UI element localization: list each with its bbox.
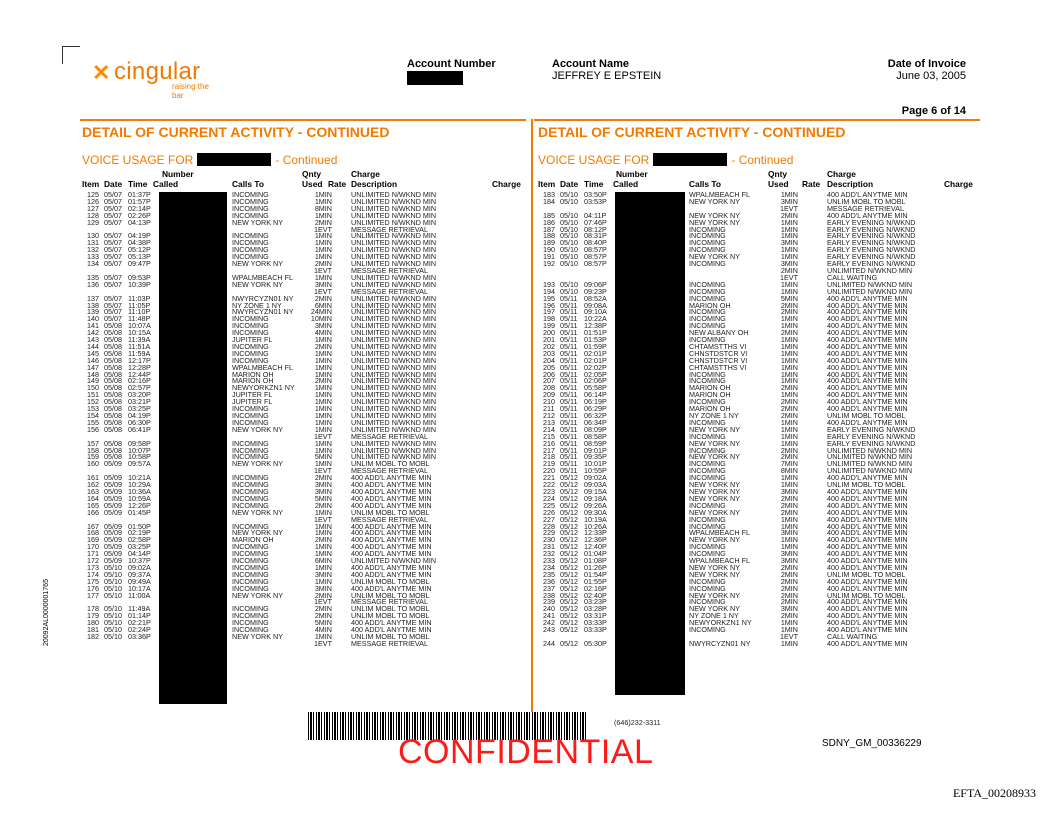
col-item: Item <box>538 179 556 189</box>
right-date-column: 05/10 05/10 05/10 05/10 05/10 05/10 05/10 05/10 05/10 05/10 05/10 05/10 05/11 05/11 05/11 05/11 05/11 05/11 05/11 05/11 05/11 05/11 05/11 05/11 05/11 05/11 05/11 05/11 05/11 05/11 05/11 05/11 05/11 05/11 05/11 05/11 05/11 05/11 05/12 05/12 05/12 05/12 05/12 05/12 05/12 05/12 05/12 05/12 05/12 05/12 05/12 05/12 05/12 05/12 05/12 05/12 05/12 05/12 05/12 05/12 05/12 05/12 <box>560 190 578 648</box>
voice-usage-suffix: - Continued <box>275 153 338 167</box>
right-used-column: 1MIN 3MIN 1EVT 2MIN 1MIN 1MIN 1MIN 3MIN 1MIN 1MIN 3MIN 2MIN 1EVT 1MIN 1MIN 5MIN 2MIN 2MIN 1MIN 1MIN 2MIN 1MIN 1MIN 1MIN 1MIN 1MIN 1MIN 1MIN 2MIN 1MIN 2MIN 2MIN 2MIN 1MIN 1MIN 1MIN 1MIN 2MIN 2MIN 7MIN 8MIN 1MIN 1MIN 3MIN 2MIN 2MIN 2MIN 1MIN 1MIN 3MIN 1MIN 1MIN 3MIN 3MIN 2MIN 2MIN 2MIN 2MIN 2MIN 2MIN 3MIN 2MIN 1MIN 1MIN 1EVT 1MIN <box>780 190 798 648</box>
col-rate: Rate <box>328 179 347 189</box>
right-last-called: (646)232-3311 <box>614 718 661 727</box>
left-date-column: 05/07 05/07 05/07 05/07 05/07 05/07 05/07 05/07 05/07 05/07 05/07 05/07 05/07 05/07 05/07 05/07 05/08 05/08 05/08 05/08 05/08 05/08 05/08 05/08 05/08 05/08 05/08 05/08 05/08 05/08 05/08 05/08 05/08 05/08 05/08 05/09 05/09 05/09 05/09 05/09 05/09 05/09 05/09 05/09 05/09 05/09 05/09 05/09 05/10 05/10 05/10 05/10 05/10 05/10 05/10 05/10 05/10 05/10 <box>104 190 122 641</box>
cingular-x-icon: ✕ <box>92 60 111 85</box>
account-name-block <box>552 58 661 82</box>
account-number-block <box>407 58 496 85</box>
voice-usage-left <box>82 153 337 167</box>
invoice-date-block <box>888 58 966 82</box>
invoice-date-value: June 03, 2005 <box>896 70 966 82</box>
page-number: Page 6 of 14 <box>901 105 966 117</box>
right-time-column: 03:50P 03:53P 04:11P 07:46P 08:12P 08:31P 08:40P 08:57P 08:57P 08:57P 09:06P 09:23P 08:52A 09:08A 09:10A 10:22A 12:38P 01:51P 01:53P 01:59P 02:01P 02:01P 02:02P 02:05P 02:06P 05:58P 06:14P 06:19P 06:29P 06:32P 06:34P 08:09P 08:58P 08:59P 09:01P 09:35P 10:01P 10:55P 09:02A 09:03A 09:15A 09:18A 09:26A 09:30A 10:19A 10:26A 12:33P 12:36P 12:40P 01:04P 01:08P 01:26P 01:54P 01:55P 02:16P 02:40P 03:23P 03:28P 03:31P 03:33P 03:33P 05:30P <box>584 190 607 648</box>
cingular-logo <box>92 58 212 100</box>
left-time-column: 01:37P 01:57P 02:14P 02:26P 04:13P 04:19P 04:38P 05:12P 05:13P 09:47P 09:53P 10:39P 11:03P 11:05P 11:10P 11:48P 10:07A 10:15A 11:39A 11:51A 11:59A 12:17P 12:28P 12:44P 02:16P 02:57P 03:20P 03:21P 03:25P 04:19P 06:30P 06:41P 09:58P 10:07P 10:58P 09:57A 10:21A 10:29A 10:36A 10:59A 12:26P 01:45P 01:50P 02:19P 02:58P 03:25P 04:14P 10:37P 09:02A 09:37A 09:49A 10:17A 11:00A 11:49A 01:14P 02:21P 02:24P 03:36P <box>128 190 151 641</box>
confidential-stamp: CONFIDENTIAL <box>398 733 654 771</box>
col-used: Used <box>768 179 789 189</box>
invoice-date-label: Date of Invoice <box>887 58 966 70</box>
left-used-column: 1MIN 1MIN 8MIN 1MIN 2MIN 1EVT 1MIN 1MIN 1MIN 1MIN 2MIN 1EVT 1MIN 3MIN 1EVT 2MIN 6MIN 24MIN 10MIN 3MIN 4MIN 1MIN 2MIN 1MIN 1MIN 1MIN 1MIN 2MIN 1MIN 1MIN 1MIN 1MIN 1MIN 1MIN 1MIN 1EVT 1MIN 1MIN 5MIN 1MIN 1EVT 2MIN 3MIN 3MIN 5MIN 2MIN 1MIN 1EVT 1MIN 1MIN 2MIN 1MIN 1MIN 6MIN 1MIN 3MIN 1MIN 3MIN 2MIN 1EVT 2MIN 2MIN 5MIN 4MIN 1MIN 1EVT <box>310 190 332 648</box>
col-called: Called <box>613 179 639 189</box>
crop-mark <box>62 46 80 64</box>
col-charge: Charge <box>944 179 973 189</box>
left-description-column: UNLIMITED N/WKND MIN UNLIMITED N/WKND MIN UNLIMITED N/WKND MIN UNLIMITED N/WKND MIN UNLIMITED N/WKND MIN MESSAGE RETRIEVAL UNLIMITED N/WKND MIN UNLIMITED N/WKND MIN UNLIMITED N/WKND MIN UNLIMITED N/WKND MIN UNLIMITED N/WKND MIN MESSAGE RETRIEVAL UNLIMITED N/WKND MIN UNLIMITED N/WKND MIN MESSAGE RETRIEVAL UNLIMITED N/WKND MIN UNLIMITED N/WKND MIN UNLIMITED N/WKND MIN UNLIMITED N/WKND MIN UNLIMITED N/WKND MIN UNLIMITED N/WKND MIN UNLIMITED N/WKND MIN UNLIMITED N/WKND MIN UNLIMITED N/WKND MIN UNLIMITED N/WKND MIN UNLIMITED N/WKND MIN UNLIMITED N/WKND MIN UNLIMITED N/WKND MIN UNLIMITED N/WKND MIN UNLIMITED N/WKND MIN UNLIMITED N/WKND MIN UNLIMITED N/WKND MIN UNLIMITED N/WKND MIN UNLIMITED N/WKND MIN UNLIMITED N/WKND MIN MESSAGE RETRIEVAL UNLIMITED N/WKND MIN UNLIMITED N/WKND MIN UNLIMITED N/WKND MIN UNLIM MOBL TO MOBL MESSAGE RETRIEVAL 400 ADD'L ANYTME MIN 400 ADD'L ANYTME MIN 400 ADD'L ANYTME MIN 400 ADD'L ANYTME MIN 400 ADD'L ANYTME MIN UNLIM MOBL TO MOBL MESSAGE RETRIEVAL 400 ADD'L ANYTME MIN 400 ADD'L ANYTME MIN 400 ADD'L ANYTME MIN 400 ADD'L ANYTME MIN 400 ADD'L ANYTME MIN UNLIMITED N/WKND MIN 400 ADD'L ANYTME MIN 400 ADD'L ANYTME MIN UNLIM MOBL TO MOBL 400 ADD'L ANYTME MIN UNLIM MOBL TO MOBL MESSAGE RETRIEVAL UNLIM MOBL TO MOBL UNLIM MOBL TO MOBL 400 ADD'L ANYTME MIN 400 ADD'L ANYTME MIN UNLIM MOBL TO MOBL MESSAGE RETRIEVAL <box>351 190 437 648</box>
left-rule <box>80 119 526 121</box>
right-item-column: 183 184 185 186 187 188 189 190 191 192 193 194 195 196 197 198 199 200 201 202 203 204 205 206 207 208 209 210 211 212 213 214 215 216 217 218 219 220 221 222 223 224 225 226 227 228 229 230 231 232 233 234 235 236 237 238 239 240 241 242 243 244 <box>543 190 555 648</box>
col-qnty-top: Qnty <box>768 169 788 179</box>
col-item: Item <box>82 179 100 189</box>
col-charge: Charge <box>492 179 521 189</box>
col-time: Time <box>128 179 148 189</box>
logo-tagline: raising the bar <box>172 82 209 100</box>
account-name-label: Account Name <box>552 58 630 70</box>
col-rate: Rate <box>802 179 821 189</box>
col-calls-to: Calls To <box>232 179 264 189</box>
col-description: Description <box>351 179 398 189</box>
right-rule <box>534 119 980 121</box>
section-title-left: DETAIL OF CURRENT ACTIVITY - CONTINUED <box>82 124 390 140</box>
col-description: Description <box>827 179 874 189</box>
col-qnty-top: Qnty <box>302 169 322 179</box>
voice-usage-suffix: - Continued <box>731 153 794 167</box>
right-called-redaction <box>615 192 685 695</box>
left-item-column: 125 126 127 128 129 130 131 132 133 134 135 136 137 138 139 140 141 142 143 144 145 146 147 148 149 150 151 152 153 154 155 156 157 158 159 160 161 162 163 164 165 166 167 168 169 170 171 172 173 174 175 176 177 178 179 180 181 182 <box>87 190 99 641</box>
right-description-column: 400 ADD'L ANYTME MIN UNLIM MOBL TO MOBL MESSAGE RETRIEVAL 400 ADD'L ANYTME MIN EARLY EVENING N/WKND EARLY EVENING N/WKND EARLY EVENING N/WKND EARLY EVENING N/WKND EARLY EVENING N/WKND EARLY EVENING N/WKND EARLY EVENING N/WKND UNLIMITED N/WKND MIN CALL WAITING UNLIMITED N/WKND MIN UNLIMITED N/WKND MIN 400 ADD'L ANYTME MIN 400 ADD'L ANYTME MIN 400 ADD'L ANYTME MIN 400 ADD'L ANYTME MIN 400 ADD'L ANYTME MIN 400 ADD'L ANYTME MIN 400 ADD'L ANYTME MIN 400 ADD'L ANYTME MIN 400 ADD'L ANYTME MIN 400 ADD'L ANYTME MIN 400 ADD'L ANYTME MIN 400 ADD'L ANYTME MIN 400 ADD'L ANYTME MIN 400 ADD'L ANYTME MIN 400 ADD'L ANYTME MIN 400 ADD'L ANYTME MIN 400 ADD'L ANYTME MIN UNLIM MOBL TO MOBL 400 ADD'L ANYTME MIN EARLY EVENING N/WKND EARLY EVENING N/WKND EARLY EVENING N/WKND UNLIMITED N/WKND MIN UNLIMITED N/WKND MIN UNLIMITED N/WKND MIN UNLIMITED N/WKND MIN 400 ADD'L ANYTME MIN UNLIM MOBL TO MOBL 400 ADD'L ANYTME MIN 400 ADD'L ANYTME MIN 400 ADD'L ANYTME MIN 400 ADD'L ANYTME MIN 400 ADD'L ANYTME MIN 400 ADD'L ANYTME MIN 400 ADD'L ANYTME MIN 400 ADD'L ANYTME MIN 400 ADD'L ANYTME MIN 400 ADD'L ANYTME MIN 400 ADD'L ANYTME MIN 400 ADD'L ANYTME MIN UNLIM MOBL TO MOBL 400 ADD'L ANYTME MIN 400 ADD'L ANYTME MIN UNLIM MOBL TO MOBL 400 ADD'L ANYTME MIN 400 ADD'L ANYTME MIN 400 ADD'L ANYTME MIN 400 ADD'L ANYTME MIN 400 ADD'L ANYTME MIN CALL WAITING 400 ADD'L ANYTME MIN <box>827 190 916 648</box>
logo-word: cingular <box>114 58 201 85</box>
voice-usage-redaction <box>653 153 727 166</box>
account-name-value: JEFFREY E EPSTEIN <box>552 70 662 82</box>
left-calls-to-column: INCOMING INCOMING INCOMING INCOMING NEW YORK NY INCOMING INCOMING INCOMING INCOMING NEW YORK NY WPALMBEACH FL NEW YORK NY NWYRCYZN01 NY NY ZONE 1 NY NWYRCYZN01 NY INCOMING INCOMING INCOMING JUPITER FL INCOMING INCOMING INCOMING WPALMBEACH FL MARION OH MARION OH NEWYORKZN1 NY JUPITER FL JUPITER FL INCOMING INCOMING INCOMING NEW YORK NY INCOMING INCOMING INCOMING NEW YORK NY INCOMING INCOMING INCOMING INCOMING INCOMING NEW YORK NY INCOMING NEW YORK NY MARION OH INCOMING INCOMING INCOMING INCOMING INCOMING INCOMING INCOMING NEW YORK NY INCOMING INCOMING INCOMING INCOMING NEW YORK NY <box>232 190 295 641</box>
column-divider <box>531 119 533 724</box>
col-date: Date <box>104 179 123 189</box>
voice-usage-prefix: VOICE USAGE FOR <box>82 153 194 167</box>
col-called: Called <box>153 179 179 189</box>
account-number-label: Account Number <box>407 58 496 70</box>
col-charge-top: Charge <box>351 169 380 179</box>
col-time: Time <box>584 179 604 189</box>
side-code: 20092AL0000001765 <box>43 579 50 646</box>
voice-usage-right <box>538 153 793 167</box>
section-title-right: DETAIL OF CURRENT ACTIVITY - CONTINUED <box>538 124 846 140</box>
col-number-top: Number <box>616 169 648 179</box>
col-number-top: Number <box>162 169 194 179</box>
voice-usage-redaction <box>197 153 271 166</box>
col-calls-to: Calls To <box>689 179 721 189</box>
bates-efta: EFTA_00208933 <box>952 786 1036 800</box>
account-number-redaction <box>407 71 463 85</box>
right-calls-to-column: WPALMBEACH FL NEW YORK NY NEW YORK NY NEW YORK NY INCOMING INCOMING INCOMING INCOMING NEW YORK NY INCOMING INCOMING INCOMING INCOMING MARION OH INCOMING INCOMING INCOMING NEW ALBANY OH INCOMING CHTAMSTTHS VI CHNSTDSTCR VI CHNSTDSTCR VI CHTAMSTTHS VI INCOMING INCOMING MARION OH MARION OH INCOMING MARION OH NY ZONE 1 NY INCOMING NEW YORK NY INCOMING NEW YORK NY INCOMING NEW YORK NY INCOMING INCOMING INCOMING NEW YORK NY NEW YORK NY NEW YORK NY INCOMING NEW YORK NY INCOMING INCOMING WPALMBEACH FL NEW YORK NY INCOMING INCOMING WPALMBEACH FL NEW YORK NY NEW YORK NY INCOMING INCOMING NEW YORK NY INCOMING NEW YORK NY NY ZONE 1 NY NEWYORKZN1 NY INCOMING NWYRCYZN01 NY <box>689 190 752 648</box>
col-used: Used <box>302 179 323 189</box>
bates-sdny: SDNY_GM_00336229 <box>822 738 922 749</box>
voice-usage-prefix: VOICE USAGE FOR <box>538 153 650 167</box>
col-date: Date <box>560 179 579 189</box>
left-called-redaction <box>159 192 227 704</box>
col-charge-top: Charge <box>827 169 856 179</box>
